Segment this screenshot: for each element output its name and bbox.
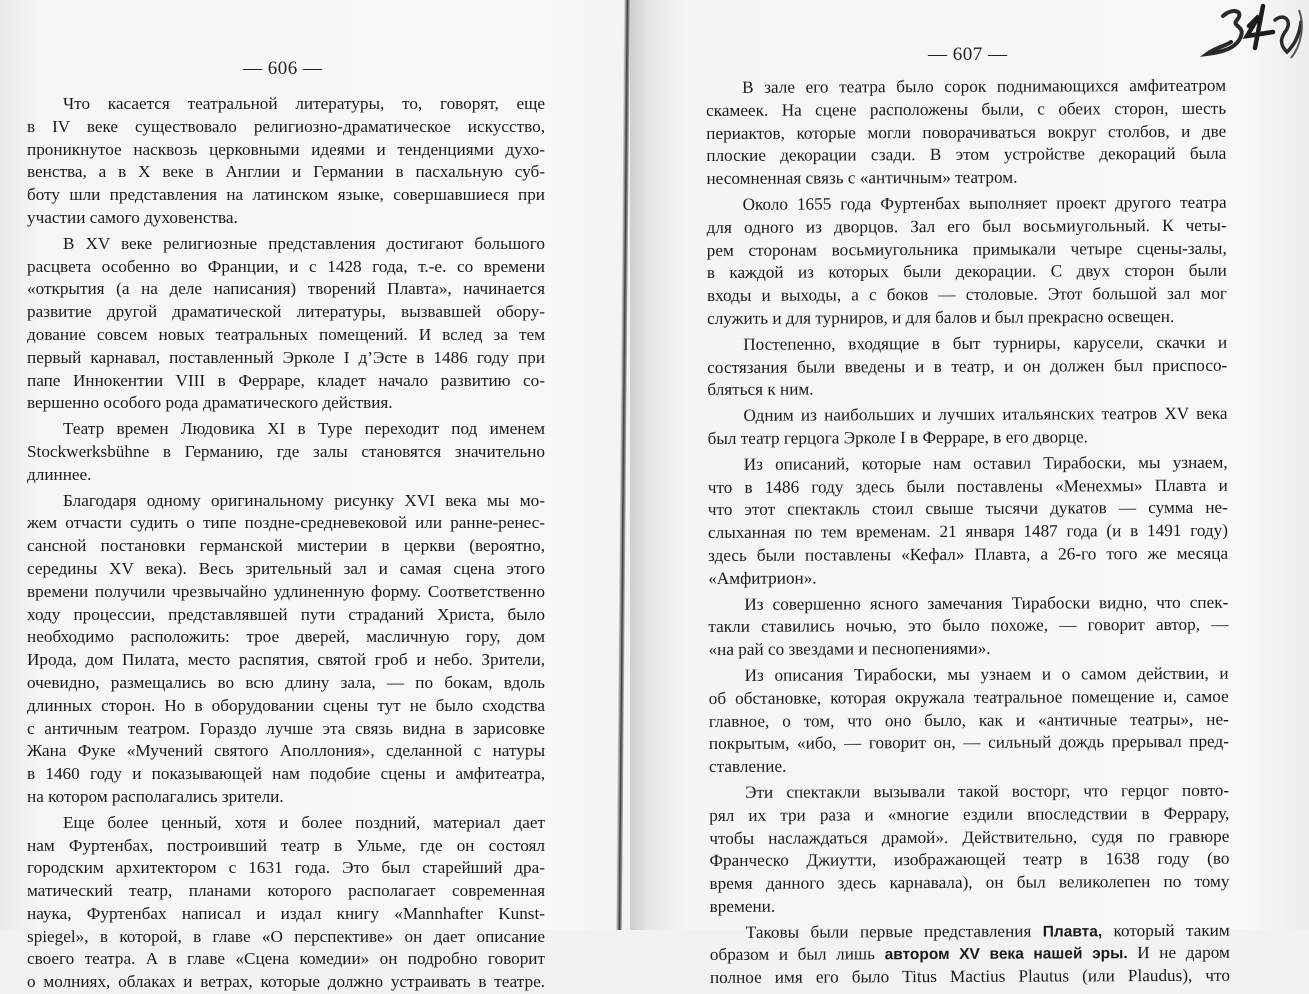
paragraph bbox=[27, 812, 545, 994]
text-line: покрытым, «ибо, — говорит он, — сильный дождь прерывал пред- bbox=[708, 732, 1229, 754]
text-line: с античным театром. Гораздо лучше эта связь видна в зарисовке bbox=[27, 718, 545, 738]
text-line: матический театр, планами которого располагает современная bbox=[27, 881, 545, 901]
text-line: своего театра. А в главе «Сцена комедии» он подробно говорит bbox=[27, 949, 545, 969]
text-segment: И не даром bbox=[1127, 943, 1230, 963]
text-line: Еще более ценный, хотя и более поздний, материал дает bbox=[63, 812, 545, 832]
text-line: был театр герцога Эрколе I в Ферраре, в его дворце. bbox=[707, 427, 1088, 448]
text-line: длинных сторон. Но в оборудовании сцены тут не было сходства bbox=[27, 695, 545, 715]
text-line: расцвета особенно во Франции, и с 1428 года, т.-е. со времени bbox=[27, 256, 545, 276]
emphasized-text: автором XV века нашей эры. bbox=[884, 945, 1128, 964]
page-text bbox=[27, 93, 545, 994]
text-line: Из описаний, которые нам оставил Тирабоски, мы узнаем, bbox=[743, 452, 1228, 474]
text-line: рял их три раза и «многие ездили впоследствии в Феррару, bbox=[709, 803, 1230, 825]
text-line: первый карнавал, поставленный Эрколе I д’Эсте в 1486 году при bbox=[27, 347, 545, 367]
text-line: боту шли представления на латинском языке, совершавшиеся при bbox=[27, 185, 545, 205]
text-line: необходимо расположить: трое дверей, масличную гору, дом bbox=[27, 627, 545, 647]
paragraph bbox=[707, 192, 1228, 331]
text-line: Франческо Джиутти, изображающей театр в 1638 году (во bbox=[709, 849, 1230, 871]
paragraph bbox=[27, 490, 545, 809]
text-line: об обстановке, которая окружала театральное помещение и, самое bbox=[708, 686, 1229, 708]
text-line: плоские декорации сзади. В этом устройстве декораций была bbox=[706, 144, 1227, 166]
text-line: Из совершенно ясного замечания Тирабоски видно, что спек- bbox=[744, 592, 1229, 614]
text-segment: Таковы были первые представления bbox=[745, 921, 1043, 942]
paragraph bbox=[707, 331, 1227, 402]
text-line: Эти спектакли вызывали такой восторг, что герцог повто- bbox=[745, 780, 1230, 802]
text-line: о молниях, облаках и ветрах, которые должно устраивать в театре. bbox=[27, 972, 545, 992]
page-text bbox=[706, 75, 1230, 990]
text-line: Stockwerksbühne в Германию, где залы становятся значительно bbox=[27, 441, 545, 461]
text-line: здесь были поставлены «Кефал» Плавта, а 26-го того же месяца bbox=[708, 543, 1229, 565]
text-line: для одного из дворцов. Зал его был восьмиугольный. К четы- bbox=[706, 215, 1227, 237]
right-page bbox=[630, 0, 1309, 988]
text-line: В зале его театра было сорок поднимающихся амфитеатром bbox=[742, 75, 1227, 97]
text-line: что в 1486 году здесь были поставлены «Менехмы» Плавта и bbox=[707, 475, 1228, 497]
paragraph bbox=[27, 418, 545, 486]
text-line: состязания были введены и в театр, и он должен был приспосо- bbox=[707, 355, 1228, 377]
handwritten-archive-number bbox=[1201, 2, 1305, 62]
text-segment: полное имя его было Titus Mactius Plautus (или Plaudus), что bbox=[709, 966, 1230, 988]
text-line: входы и выходы, а с боков — столовые. Этот большой зал мог bbox=[706, 283, 1227, 306]
page-number: — 607 — bbox=[928, 44, 1008, 65]
text-line: «открытия (а на деле написания) творений Плавта», начинается bbox=[27, 279, 545, 299]
text-line bbox=[710, 965, 1230, 990]
text-line: городским архитектором с 1631 года. Это был старейший дра- bbox=[27, 858, 545, 878]
text-line: участии самого духовенства. bbox=[27, 207, 238, 227]
text-line: Из описания Тирабоски, мы узнаем и о самом действии, и bbox=[744, 663, 1229, 685]
text-line: Что касается театральной литературы, то, говорят, еще bbox=[63, 94, 545, 113]
text-line: вершенно особого рода драматического действия. bbox=[27, 393, 393, 413]
text-line: Благодаря одному оригинальному рисунку XVI века мы мо- bbox=[63, 490, 545, 510]
text-line: очевидно, размещались во всю длину зала, — по бокам, вдоль bbox=[27, 672, 545, 692]
text-line: рем сторонам восьмиугольника примыкали четыре сцены-залы, bbox=[706, 238, 1227, 260]
left-page bbox=[0, 0, 628, 992]
text-line: проникнутое насквозь церковными идеями и тенденциями духо- bbox=[27, 139, 545, 159]
text-line: время данного здесь карнавала), он был великолепен по тому bbox=[709, 871, 1230, 894]
text-line: развитие другой драматической литературы, вызвавшей обору- bbox=[27, 302, 545, 322]
text-line: сансной постановки германской мистерии в церкви (вероятно, bbox=[27, 536, 545, 556]
text-line: несомненная связь с «античным» театром. bbox=[706, 167, 1018, 189]
emphasized-text: Плавта, bbox=[1042, 922, 1103, 941]
text-line: Жана Фуке «Мучений святого Аполлония», сделанной с натуры bbox=[27, 741, 545, 761]
paragraph bbox=[27, 93, 545, 230]
text-line: В XV веке религиозные представления достигают большого bbox=[63, 233, 545, 253]
paragraph bbox=[709, 780, 1230, 919]
paragraph bbox=[706, 75, 1226, 191]
text-line: венства, а в X веке в Англии и Германии в пасхальную суб- bbox=[27, 162, 545, 182]
text-segment: который таким bbox=[1102, 920, 1230, 940]
paragraph bbox=[27, 233, 545, 415]
text-line: ходу процессии, представлявшей пути страданий Христа, было bbox=[27, 604, 545, 624]
text-line: «Амфитрион». bbox=[708, 568, 817, 588]
text-line: в 1460 году и показывающей нам подобие сцены и амфитеатра, bbox=[27, 764, 545, 784]
text-line bbox=[710, 942, 1230, 967]
paragraph bbox=[709, 663, 1229, 779]
text-line: Одним из наибольших и лучших итальянских театров XV века bbox=[743, 403, 1228, 425]
paragraph bbox=[708, 451, 1229, 590]
text-line: spiegel», в которой, в главе «О перспективе» он дает описание bbox=[27, 926, 545, 946]
text-line: на котором располагались зрители. bbox=[27, 786, 284, 806]
text-line: наука, Фуртенбах написал и издал книгу «Mannhafter Kunst- bbox=[27, 903, 545, 923]
text-line: служить и для турниров, и для балов и был прекрасно освещен. bbox=[707, 306, 1175, 328]
text-line: времени получили чрезвычайно удлиненную форму. Соответственно bbox=[27, 581, 545, 601]
text-line: папе Иннокентии VIII в Ферраре, кладет начало развитию со- bbox=[27, 370, 545, 390]
text-line: времени. bbox=[709, 896, 776, 916]
paragraph bbox=[710, 919, 1230, 990]
text-line: бляться к ним. bbox=[707, 379, 814, 400]
text-segment: образом и был лишь bbox=[709, 944, 885, 965]
text-line: что этот спектакль стоил свыше тысячи дукатов — сумма не- bbox=[707, 498, 1228, 520]
text-line: нам Фуртенбах, построивший театр в Ульме, где он состоял bbox=[27, 835, 545, 855]
text-line: чтобы наслаждаться драмой». Действительно, судя по гравюре bbox=[709, 826, 1230, 848]
text-line: Театр времен Людовика XI в Туре переходит под именем bbox=[63, 419, 545, 439]
text-line: в каждой из которых были декорации. С двух сторон были bbox=[706, 261, 1227, 283]
text-line: Около 1655 года Фуртенбах выполняет проект другого театра bbox=[742, 192, 1227, 214]
text-line: Постепенно, входящие в быт турниры, карусели, скачки и bbox=[743, 332, 1228, 354]
text-line: дование совсем новых театральных помещений. И вслед за тем bbox=[27, 324, 545, 344]
text-line: длиннее. bbox=[27, 464, 92, 484]
paragraph bbox=[707, 403, 1227, 451]
text-line: Ирода, дом Пилата, место распятия, святой гроб и небо. Зрители, bbox=[27, 650, 545, 670]
text-line: середины XV века). Весь зрительный зал и самая сцена этого bbox=[27, 558, 545, 578]
handwritten-number-icon bbox=[1201, 2, 1305, 62]
text-line: периактов, которые могли поворачиваться вокруг столбов, и две bbox=[706, 121, 1227, 143]
text-line: ставление. bbox=[708, 756, 787, 777]
text-line bbox=[710, 919, 1230, 944]
text-line: скамеек. На сцене расположены были, с обеих сторон, шесть bbox=[706, 98, 1227, 120]
page-number: — 606 — bbox=[243, 58, 323, 79]
text-line: главное, о том, что оно было, как и «античные театры», не- bbox=[708, 709, 1229, 731]
text-line: слыханная по тем временам. 21 января 1487 года (и в 1491 году) bbox=[707, 520, 1229, 543]
text-line: жем отчасти судить о типе поздне-средневековой или ранне-ренес- bbox=[27, 513, 545, 533]
text-line: «на рай со звездами и песнопениями». bbox=[708, 638, 991, 660]
text-line: такли ставились ночью, это было похоже, — говорит автор, — bbox=[708, 615, 1229, 637]
text-line: в IV веке существовало религиозно-драматическое искусство, bbox=[27, 116, 545, 136]
paragraph bbox=[708, 591, 1228, 662]
